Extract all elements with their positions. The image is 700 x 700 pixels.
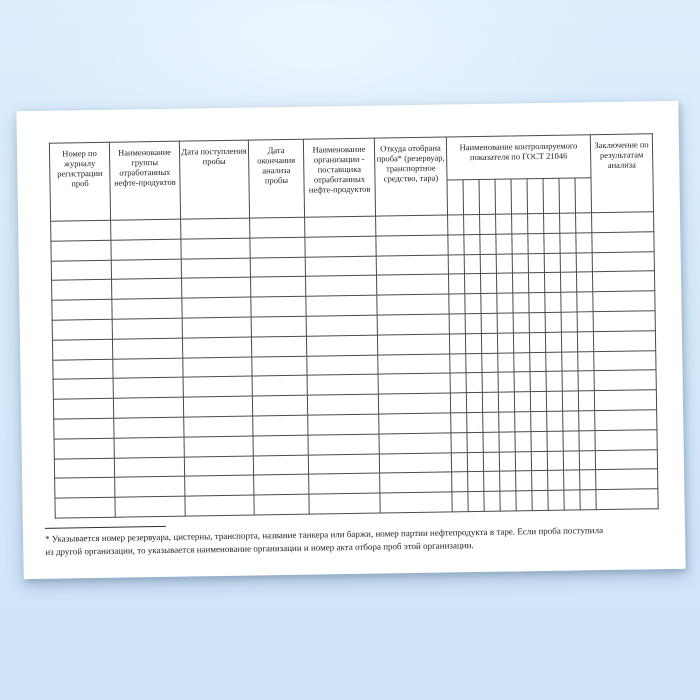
empty-cell [592,232,654,253]
empty-cell [594,350,656,371]
empty-cell [516,471,532,491]
empty-cell [308,454,379,475]
empty-cell [561,332,577,352]
empty-cell [544,253,560,273]
empty-cell [576,252,592,272]
empty-cell [51,260,111,281]
empty-cell [112,338,182,359]
empty-cell [114,437,184,458]
empty-cell [580,470,596,490]
col-header-conclusion: Заключение по результатам анализа [590,134,653,213]
empty-cell [496,214,512,234]
empty-cell [465,333,481,353]
empty-cell [380,492,452,513]
empty-cell [111,219,181,240]
gost-subcolumn-cell [527,178,544,213]
empty-cell [531,411,547,431]
empty-cell [514,392,530,412]
empty-cell [112,279,182,300]
empty-cell [51,240,111,261]
empty-cell [55,478,115,499]
empty-cell [54,438,114,459]
empty-cell [451,452,467,472]
empty-cell [560,272,576,292]
empty-cell [593,291,655,312]
empty-cell [592,251,654,272]
footnote [45,518,659,559]
empty-cell [544,233,560,253]
empty-cell [512,273,528,293]
empty-cell [513,332,529,352]
empty-cell [483,452,499,472]
empty-cell [380,472,452,493]
empty-cell [480,254,496,274]
empty-cell [512,234,528,254]
col-header-supplier-org: Наименование организации - поставщика отработанных нефте-продуктов [303,138,375,217]
empty-cell [449,314,465,334]
empty-cell [114,417,184,438]
col-header-product-group: Наименование группы отработанных нефте-продуктов [109,141,180,220]
empty-cell [305,256,376,277]
empty-cell [514,352,530,372]
gost-subcolumn-cell [543,178,560,213]
empty-cell [254,494,309,515]
empty-cell [112,298,182,319]
empty-cell [481,333,497,353]
empty-cell [580,490,596,510]
empty-cell [564,470,580,490]
empty-cell [52,319,112,340]
empty-cell [563,450,579,470]
empty-cell [593,330,655,351]
empty-cell [115,476,185,497]
empty-cell [595,449,657,470]
empty-cell [450,393,466,413]
empty-cell [451,432,467,452]
empty-cell [184,436,253,457]
empty-cell [528,253,544,273]
empty-cell [500,471,516,491]
empty-cell [499,412,515,432]
empty-cell [547,411,563,431]
empty-cell [253,435,308,456]
col-header-date-analysis-end: Дата окончания анализа пробы [248,139,304,218]
empty-cell [305,275,376,296]
empty-cell [498,372,514,392]
empty-cell [252,376,307,397]
table-body [51,212,659,518]
empty-cell [377,294,449,315]
empty-cell [305,216,376,237]
empty-cell [547,451,563,471]
empty-cell [466,393,482,413]
empty-cell [529,312,545,332]
empty-cell [111,239,181,260]
empty-cell [481,293,497,313]
empty-cell [252,356,307,377]
empty-cell [544,213,560,233]
empty-cell [579,411,595,431]
empty-cell [251,316,306,337]
empty-cell [532,491,548,511]
empty-cell [184,456,253,477]
empty-cell [480,274,496,294]
empty-cell [548,490,564,510]
empty-cell [309,493,380,514]
empty-cell [562,352,578,372]
empty-cell [578,391,594,411]
empty-cell [52,280,112,301]
gost-subcolumn-cell [447,180,464,215]
empty-cell [563,431,579,451]
empty-cell [562,391,578,411]
empty-cell [528,213,544,233]
empty-cell [450,353,466,373]
empty-cell [251,277,306,298]
empty-cell [497,293,513,313]
empty-cell [185,495,254,516]
empty-cell [483,412,499,432]
empty-cell [482,373,498,393]
gost-subcolumn-cell [511,179,528,214]
empty-cell [464,234,480,254]
empty-cell [515,412,531,432]
empty-cell [448,235,464,255]
sample-registration-table [49,133,659,518]
empty-cell [561,312,577,332]
empty-cell [467,432,483,452]
gost-subcolumn-cell [479,179,496,214]
col-header-date-received: Дата поступления пробы [179,140,249,219]
empty-cell [448,254,464,274]
empty-cell [576,213,592,233]
empty-cell [53,359,113,380]
empty-cell [545,292,561,312]
empty-cell [112,318,182,339]
empty-cell [113,378,183,399]
empty-cell [452,492,468,512]
empty-cell [496,234,512,254]
empty-cell [468,492,484,512]
empty-cell [515,451,531,471]
empty-cell [496,254,512,274]
empty-cell [530,372,546,392]
empty-cell [595,429,657,450]
empty-cell [53,398,113,419]
empty-cell [531,451,547,471]
empty-cell [532,471,548,491]
empty-cell [51,220,111,241]
empty-cell [181,238,250,259]
empty-cell [182,317,251,338]
empty-cell [379,413,451,434]
empty-cell [576,232,592,252]
empty-cell [547,431,563,451]
empty-cell [308,434,379,455]
empty-cell [379,453,451,474]
empty-cell [513,293,529,313]
empty-cell [182,297,251,318]
empty-cell [182,277,251,298]
empty-cell [377,314,449,335]
empty-cell [576,272,592,292]
empty-cell [468,472,484,492]
empty-cell [483,432,499,452]
empty-cell [183,357,252,378]
empty-cell [465,294,481,314]
empty-cell [564,490,580,510]
empty-cell [529,293,545,313]
empty-cell [379,433,451,454]
empty-cell [450,373,466,393]
empty-cell [594,370,656,391]
empty-cell [560,233,576,253]
empty-cell [55,497,115,518]
empty-cell [253,415,308,436]
empty-cell [497,313,513,333]
empty-cell [448,215,464,235]
empty-cell [54,418,114,439]
empty-cell [513,313,529,333]
empty-cell [499,451,515,471]
empty-cell [307,394,378,415]
empty-cell [465,313,481,333]
empty-cell [378,354,450,375]
empty-cell [545,332,561,352]
col-header-sample-number: Номер по журналу регистрации проб [49,142,110,221]
empty-cell [579,430,595,450]
gost-subcolumn-cell [575,178,592,213]
paper-sheet [16,101,685,579]
empty-cell [546,372,562,392]
empty-cell [512,253,528,273]
empty-cell [482,353,498,373]
empty-cell [113,358,183,379]
empty-cell [592,212,654,233]
gost-subcolumn-cell [559,178,576,213]
empty-cell [545,312,561,332]
empty-cell [498,392,514,412]
empty-cell [307,355,378,376]
empty-cell [562,371,578,391]
empty-cell [449,294,465,314]
empty-cell [498,353,514,373]
empty-cell [481,313,497,333]
empty-cell [452,472,468,492]
empty-cell [305,236,376,257]
empty-cell [448,274,464,294]
empty-cell [184,416,253,437]
footnote-line-2: из другой организации, то указывается наименование организации и номер акта отбора проб этой организации. [45,540,474,557]
empty-cell [183,396,252,417]
footnote-rule [45,526,166,529]
empty-cell [251,296,306,317]
empty-cell [113,397,183,418]
empty-cell [560,213,576,233]
empty-cell [250,257,305,278]
empty-cell [499,432,515,452]
empty-cell [253,455,308,476]
empty-cell [250,237,305,258]
empty-cell [544,273,560,293]
empty-cell [252,395,307,416]
empty-cell [378,373,450,394]
empty-cell [593,271,655,292]
empty-cell [306,315,377,336]
empty-cell [181,258,250,279]
empty-cell [594,390,656,411]
empty-cell [449,333,465,353]
empty-cell [531,431,547,451]
empty-cell [53,379,113,400]
empty-cell [529,332,545,352]
empty-cell [596,489,658,510]
empty-cell [376,235,448,256]
empty-cell [306,335,377,356]
empty-cell [496,273,512,293]
empty-cell [528,273,544,293]
empty-cell [250,217,305,238]
empty-cell [577,312,593,332]
empty-cell [530,352,546,372]
col-header-group-gost-21046: Наименование контролируемого показателя по ГОСТ 21046 [446,135,591,180]
empty-cell [546,391,562,411]
empty-cell [464,214,480,234]
empty-cell [251,336,306,357]
empty-cell [111,259,181,280]
empty-cell [378,393,450,414]
empty-cell [577,331,593,351]
empty-cell [451,413,467,433]
empty-cell [464,274,480,294]
empty-cell [254,475,309,496]
empty-cell [497,333,513,353]
empty-cell [185,475,254,496]
empty-cell [593,311,655,332]
empty-cell [54,458,114,479]
empty-cell [183,376,252,397]
empty-cell [577,292,593,312]
empty-cell [466,373,482,393]
empty-cell [514,372,530,392]
empty-cell [516,491,532,511]
empty-cell [560,253,576,273]
empty-cell [595,410,657,431]
empty-cell [480,234,496,254]
empty-cell [530,392,546,412]
empty-cell [308,414,379,435]
empty-cell [579,450,595,470]
empty-cell [115,496,185,517]
empty-cell [466,353,482,373]
empty-cell [52,339,112,360]
empty-cell [464,254,480,274]
empty-cell [467,412,483,432]
empty-cell [376,274,448,295]
empty-cell [548,471,564,491]
empty-cell [480,214,496,234]
gost-subcolumn-cell [463,179,480,214]
empty-cell [114,457,184,478]
empty-cell [376,255,448,276]
empty-cell [467,452,483,472]
empty-cell [546,352,562,372]
gost-subcolumn-cell [495,179,512,214]
empty-cell [500,491,516,511]
empty-cell [309,473,380,494]
empty-cell [182,337,251,358]
empty-cell [578,371,594,391]
empty-cell [515,431,531,451]
empty-cell [482,392,498,412]
empty-cell [561,292,577,312]
empty-cell [307,374,378,395]
empty-cell [528,233,544,253]
empty-cell [563,411,579,431]
empty-cell [376,215,448,236]
empty-cell [512,214,528,234]
empty-cell [306,295,377,316]
col-header-sample-origin: Откуда отобрана проба* (резервуар, транспортное средство, тара) [374,137,447,216]
empty-cell [578,351,594,371]
empty-cell [484,491,500,511]
empty-cell [377,334,449,355]
empty-cell [181,218,250,239]
empty-cell [596,469,658,490]
empty-cell [484,472,500,492]
empty-cell [52,299,112,320]
footnote-line-1: * Указывается номер резервуара, цистерны, транспорта, название танкера или баржи, номер партии нефтепродукта в таре. Если проба поступила [45,525,604,544]
